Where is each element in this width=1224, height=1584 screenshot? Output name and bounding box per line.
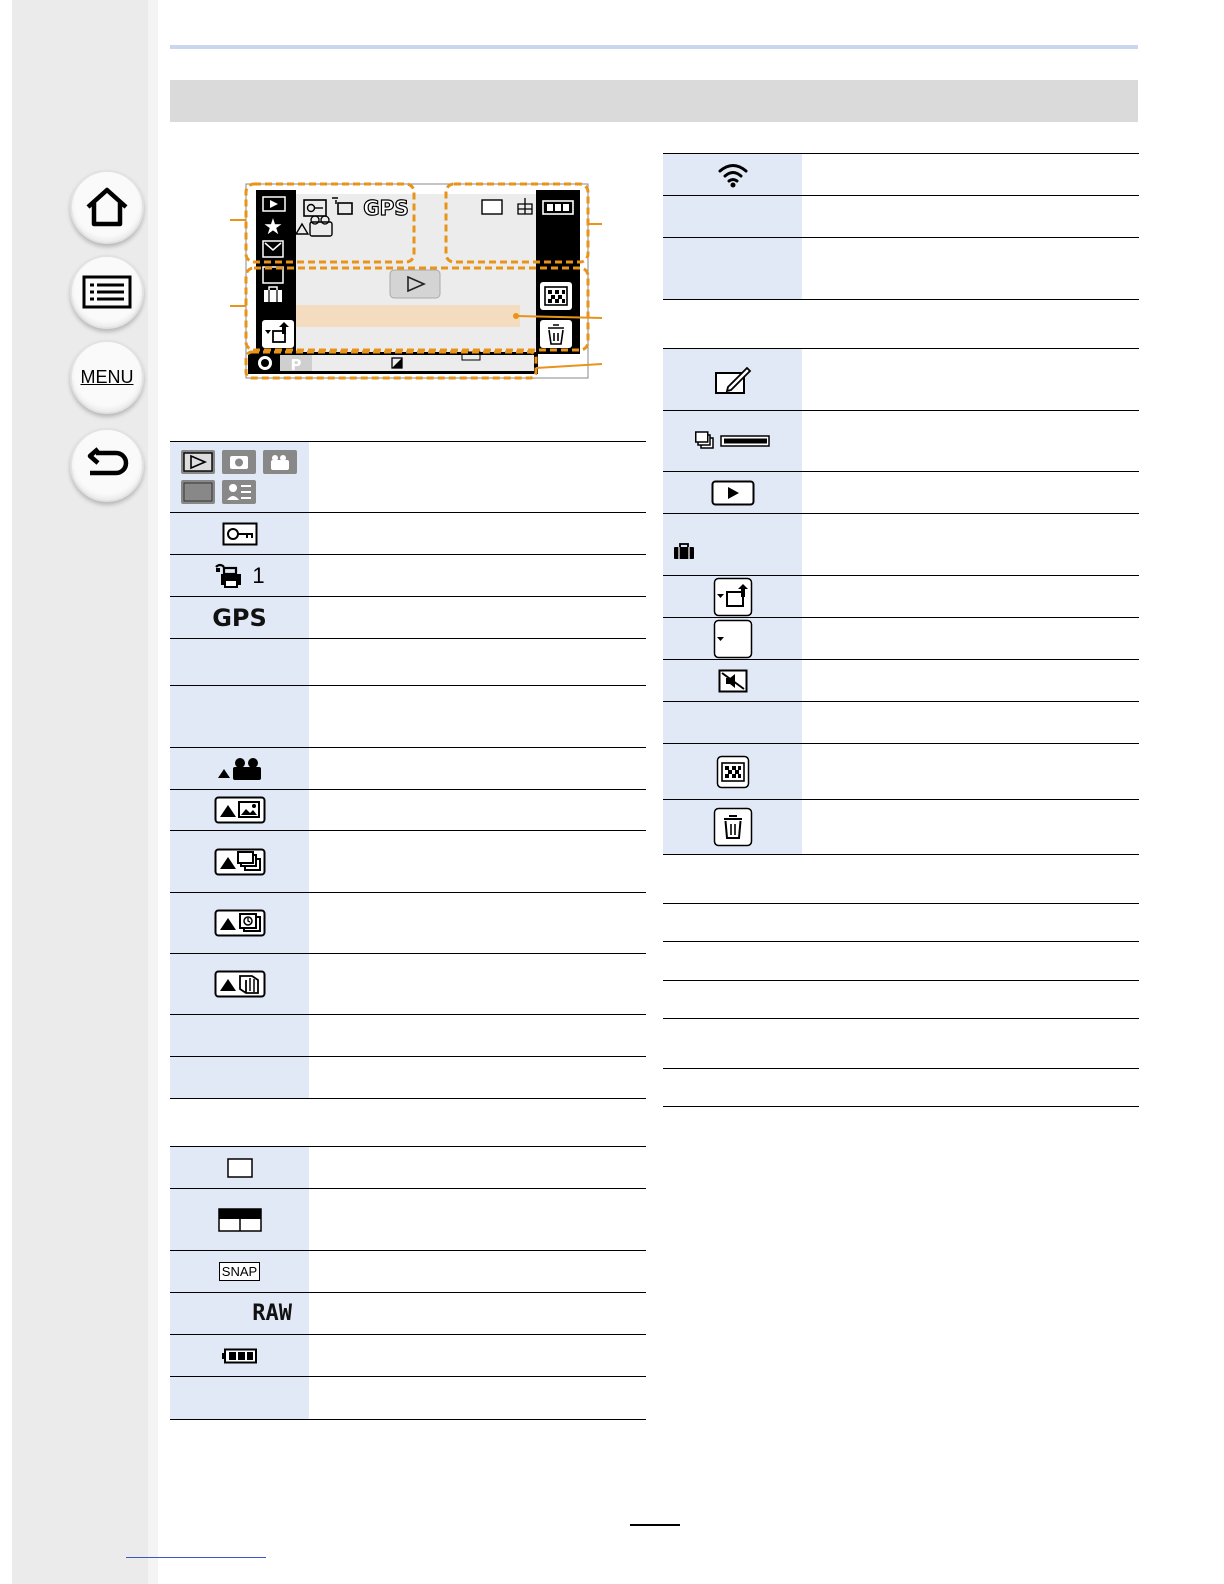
table-icon-cell [170,513,309,554]
table-icon-cell [663,744,802,799]
table-row [663,154,1139,196]
table-icon-cell [170,639,309,685]
table-icon-cell [170,790,309,830]
table-row [170,555,646,597]
table-icon-cell [663,618,802,659]
table-icon-cell [170,1293,309,1334]
table-row [170,954,646,1015]
table-row [170,1293,646,1335]
right-icon-table [663,153,1139,1108]
table-icon-cell [663,411,802,471]
table-row [663,660,1139,702]
burst-group-icon [214,848,266,876]
table-icon-cell [663,800,802,854]
home-icon [84,186,130,228]
table-icon-cell [663,514,802,575]
table-icon-cell [170,1147,309,1188]
list-icon [82,275,132,309]
svg-text:★: ★ [263,215,283,240]
screen-gps-label: GPS [363,196,409,220]
table-section-row [663,855,1139,904]
protect-key-icon [222,522,258,546]
table-section-row [663,300,1139,349]
table-row [663,904,1139,942]
dpof-count: 1 [252,562,265,588]
table-row [663,744,1139,800]
raw-label: RAW [252,1301,292,1326]
page-number-rule [630,1524,680,1526]
table-row [663,576,1139,618]
table-icon-cell [663,196,802,237]
table-row [663,702,1139,744]
table-icon-cell [663,576,802,617]
stop-motion-group-icon [214,970,266,998]
upload-touch-icon [713,577,753,617]
table-row [663,800,1139,855]
table-icon-cell [170,1251,309,1292]
table-row [170,1251,646,1293]
table-row [663,472,1139,514]
snap-label: SNAP [219,1262,260,1281]
table-icon-cell [170,1189,309,1250]
table-icon-cell [170,1057,309,1098]
footer-link-underline[interactable] [126,1557,266,1558]
table-row [663,981,1139,1019]
mute-speaker-icon [718,669,748,693]
dropdown-touch-icon [713,619,753,659]
table-icon-cell [170,954,309,1014]
back-arrow-icon [82,445,132,485]
table-icon-cell [170,1015,309,1056]
dpof-print-icon [214,563,248,589]
contents-button[interactable] [70,255,144,329]
picture-size-icon [218,1208,262,1232]
video-extract-icon [215,756,265,782]
table-row [663,411,1139,472]
table-row [170,1377,646,1420]
table-icon-cell [170,442,309,512]
table-icon-cell [663,702,802,743]
battery-icon [222,1348,258,1364]
table-row [170,686,646,748]
table-icon-cell [170,597,309,638]
multi-playback-icon [716,755,750,789]
table-row [170,639,646,686]
table-icon-cell [170,893,309,953]
sidebar-edge [148,0,158,1584]
table-icon-cell [170,831,309,892]
section-header-bar [170,80,1138,122]
gps-label: GPS [212,603,267,632]
menu-button[interactable] [70,340,144,414]
table-row [663,1069,1139,1107]
text-stamp-pencil-icon [714,365,752,395]
back-button[interactable] [70,428,144,502]
wifi-icon [717,162,749,188]
table-icon-cell [663,300,802,348]
play-mode-icons [179,448,301,506]
table-row [663,1019,1139,1069]
menu-button-label: MENU [80,366,134,387]
table-row [170,893,646,954]
table-row [663,349,1139,411]
table-icon-cell [170,686,309,747]
table-row [170,1057,646,1099]
table-row [170,1189,646,1251]
aspect-ratio-icon [227,1158,253,1178]
playback-screen-diagram [226,178,616,384]
screen-p-label: P [290,356,302,374]
burst-progress-icon [695,430,771,452]
table-icon-cell [663,660,802,701]
table-icon-cell [663,154,802,195]
table-icon-cell [663,238,802,299]
table-icon-cell [170,748,309,789]
table-row [170,748,646,790]
table-row [663,238,1139,300]
photo-play-icon [214,796,266,824]
table-row [663,618,1139,660]
top-rule [170,45,1138,49]
home-button[interactable] [70,170,144,244]
table-row [170,831,646,893]
table-icon-cell [170,555,309,596]
table-row [170,1147,646,1189]
travel-date-suitcase-icon [673,543,695,559]
table-row [663,514,1139,576]
table-row [170,597,646,639]
interval-group-icon [214,909,266,937]
table-icon-cell [170,1335,309,1376]
trash-icon [713,807,753,847]
table-row [663,196,1139,238]
table-row [170,1335,646,1377]
table-row [170,790,646,831]
table-row [170,513,646,555]
table-row [663,942,1139,981]
left-icon-table [170,441,646,1420]
table-icon-cell [663,349,802,410]
table-icon-cell [170,1099,309,1146]
screen-illustration [226,178,616,384]
table-row [170,1015,646,1057]
play-button-icon [711,480,755,506]
table-icon-cell [170,1377,309,1419]
table-icon-cell [663,472,802,513]
table-section-row [170,1099,646,1147]
table-row [170,442,646,513]
